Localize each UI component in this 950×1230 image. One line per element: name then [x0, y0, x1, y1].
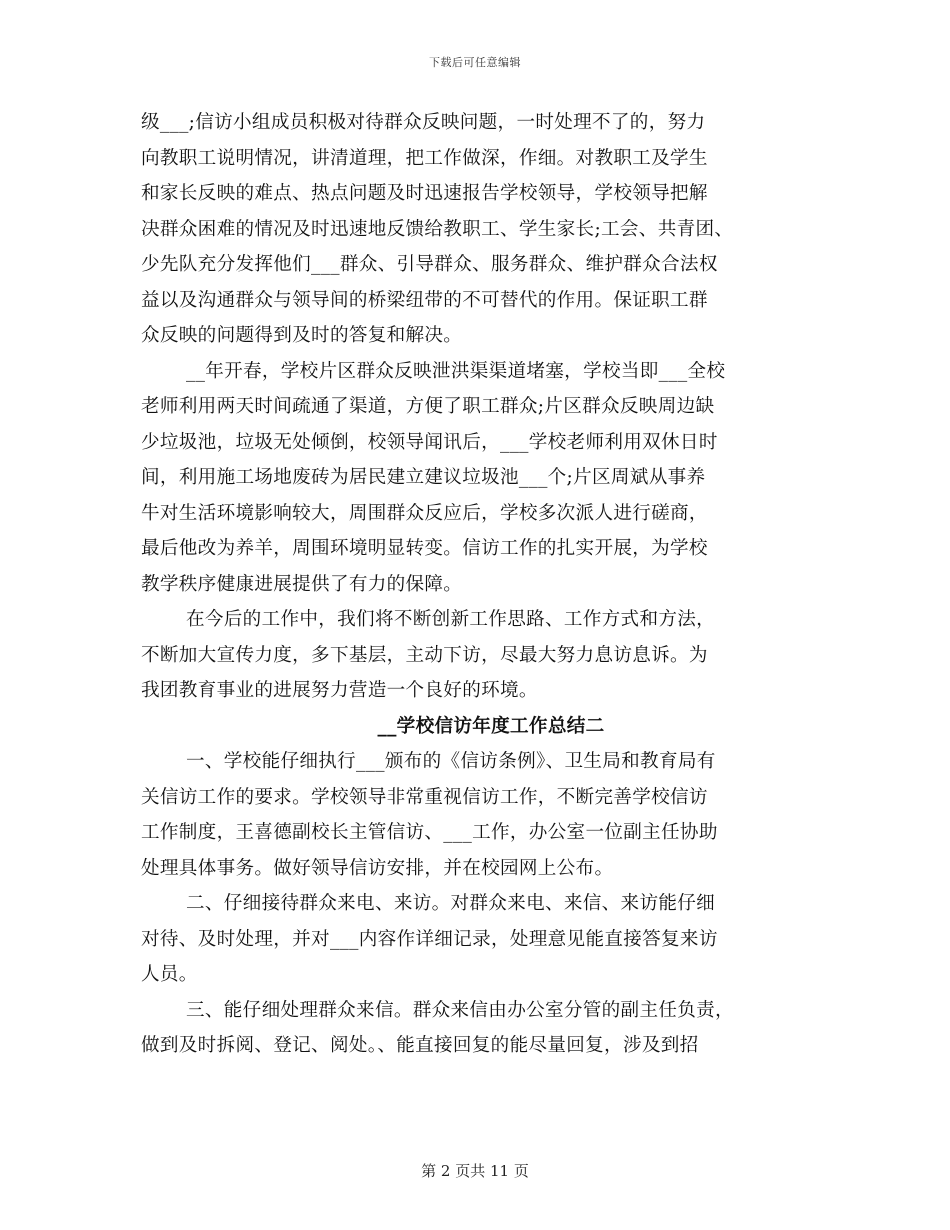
body-line: 不断加大宣传力度，多下基层，主动下访，尽最大努力息访息诉。为 [141, 644, 708, 666]
body-line: 我团教育事业的进展努力营造一个良好的环境。 [141, 680, 538, 701]
body-line: 人员。 [141, 964, 198, 985]
body-line: 众反映的问题得到及时的答复和解决。 [141, 325, 463, 346]
body-line: 关信访工作的要求。学校领导非常重视信访工作，不断完善学校信访 [141, 786, 708, 808]
paragraph-start-line: __年开春，学校片区群众反映泄洪渠渠道堵塞，学校当即___全校 [186, 360, 726, 382]
paragraph-start-line: 在今后的工作中，我们将不断创新工作思路、工作方式和方法， [186, 609, 716, 630]
body-line: 和家长反映的难点、热点问题及时迅速报告学校领导，学校领导把解 [141, 183, 708, 204]
body-line: 益以及沟通群众与领导间的桥梁纽带的不可替代的作用。保证职工群 [141, 289, 708, 311]
body-line: 牛对生活环境影响较大，周围群众反应后，学校多次派人进行磋商， [141, 502, 708, 524]
body-line: 最后他改为养羊，周围环境明显转变。信访工作的扎实开展，为学校 [141, 538, 708, 559]
body-line: 决群众困难的情况及时迅速地反馈给教职工、学生家长;工会、共青团、 [141, 218, 734, 240]
body-line: 对待、及时处理，并对___内容作详细记录，处理意见能直接答复来访 [141, 928, 718, 950]
body-line: 少垃圾池，垃圾无处倾倒，校领导闻讯后，___学校老师利用双休日时 [141, 431, 718, 453]
body-line: 处理具体事务。做好领导信访安排，并在校园网上公布。 [141, 857, 614, 879]
body-line: 教学秩序健康进展提供了有力的保障。 [141, 573, 463, 595]
paragraph-start-line: 一、学校能仔细执行___颁布的《信访条例》、卫生局和教育局有 [186, 751, 716, 772]
page-footer: 第 2 页共 11 页 [421, 1162, 529, 1180]
body-line: 少先队充分发挥他们___群众、引导群众、服务群众、维护群众合法权 [141, 254, 718, 275]
page-header: 下载后可任意编辑 [429, 56, 521, 69]
document-body [141, 105, 821, 1064]
paragraph-start-line: 二、仔细接待群众来电、来访。对群众来电、来信、来访能仔细 [186, 893, 716, 914]
body-line: 向教职工说明情况，讲清道理，把工作做深，作细。对教职工及学生 [141, 147, 708, 169]
body-line: 老师利用两天时间疏通了渠道，方便了职工群众;片区群众反映周边缺 [141, 396, 715, 417]
body-line: 做到及时拆阅、登记、阅处。、能直接回复的能尽量回复，涉及到招 [141, 1035, 699, 1056]
section-heading: __学校信访年度工作总结二 [377, 715, 605, 737]
paragraph-start-line: 三、能仔细处理群众来信。群众来信由办公室分管的副主任负责， [186, 999, 734, 1021]
body-line: 间，利用施工场地废砖为居民建立建议垃圾池___个;片区周斌从事养 [141, 467, 706, 488]
body-line: 级___;信访小组成员积极对待群众反映问题，一时处理不了的，努力 [141, 112, 706, 133]
body-line: 工作制度，王喜德副校长主管信访、___工作，办公室一位副主任协助 [141, 822, 718, 843]
